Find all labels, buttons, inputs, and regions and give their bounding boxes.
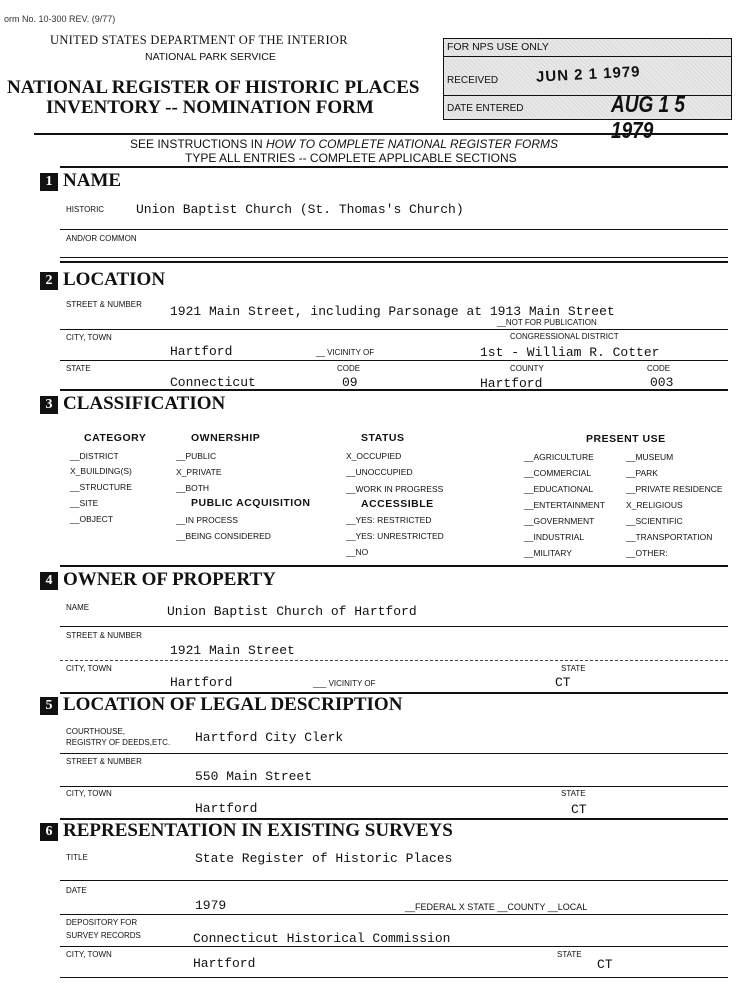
- instructions-line2: TYPE ALL ENTRIES -- COMPLETE APPLICABLE SECTIONS: [185, 151, 517, 165]
- congressional-district: 1st - William R. Cotter: [480, 345, 660, 360]
- owner-state-label: STATE: [561, 664, 586, 673]
- owner-state: CT: [555, 675, 571, 690]
- location-street: 1921 Main Street, including Parsonage at 1913 Main Street: [170, 304, 615, 319]
- use-agriculture: __AGRICULTURE: [524, 452, 594, 462]
- ownership-both: __BOTH: [176, 483, 210, 493]
- accessible-no: __NO: [346, 547, 369, 557]
- use-government: __GOVERNMENT: [524, 516, 595, 526]
- survey-city-label: CITY, TOWN: [66, 950, 112, 959]
- section-1-number: 1: [40, 173, 58, 191]
- category-buildings: X_BUILDING(S): [70, 466, 132, 476]
- use-transportation: __TRANSPORTATION: [626, 532, 713, 542]
- county-code: 003: [650, 375, 674, 390]
- survey-levels: __FEDERAL X STATE __COUNTY __LOCAL: [405, 902, 588, 912]
- survey-title-label: TITLE: [66, 853, 88, 862]
- use-park: __PARK: [626, 468, 658, 478]
- accessible-heading: ACCESSIBLE: [361, 498, 434, 510]
- vicinity-of-label: __ VICINITY OF: [316, 348, 375, 357]
- public-acquisition-heading: PUBLIC ACQUISITION: [191, 497, 311, 509]
- owner-name-label: NAME: [66, 603, 90, 612]
- survey-date: 1979: [195, 898, 227, 913]
- section-4-title: OWNER OF PROPERTY: [63, 569, 276, 590]
- location-state: Connecticut: [170, 375, 256, 390]
- legal-city: Hartford: [195, 801, 258, 816]
- accessible-unrestricted: __YES: UNRESTRICTED: [346, 531, 444, 541]
- legal-state: CT: [571, 802, 587, 817]
- use-educational: __EDUCATIONAL: [524, 484, 594, 494]
- present-use-heading: PRESENT USE: [586, 433, 666, 445]
- legal-street: 550 Main Street: [195, 769, 313, 784]
- registry-label: REGISTRY OF DEEDS,ETC.: [66, 738, 171, 747]
- state-label: STATE: [66, 364, 91, 373]
- common-name-label: AND/OR COMMON: [66, 234, 137, 243]
- category-site: __SITE: [70, 498, 99, 508]
- survey-state-label: STATE: [557, 950, 582, 959]
- location-city: Hartford: [170, 344, 233, 359]
- survey-city: Hartford: [193, 956, 256, 971]
- date-entered-label: DATE ENTERED: [447, 103, 524, 114]
- legal-state-label: STATE: [561, 789, 586, 798]
- section-4-number: 4: [40, 572, 58, 590]
- ownership-private: X_PRIVATE: [176, 467, 222, 477]
- service-name: NATIONAL PARK SERVICE: [145, 51, 276, 63]
- use-entertainment: __ENTERTAINMENT: [524, 500, 605, 510]
- section-1-title: NAME: [63, 170, 122, 191]
- city-town-label: CITY, TOWN: [66, 333, 112, 342]
- received-label: RECEIVED: [447, 75, 499, 86]
- owner-street-label: STREET & NUMBER: [66, 631, 142, 640]
- owner-name: Union Baptist Church of Hartford: [167, 604, 417, 619]
- category-heading: CATEGORY: [84, 432, 147, 444]
- courthouse-value: Hartford City Clerk: [195, 730, 344, 745]
- legal-city-label: CITY, TOWN: [66, 789, 112, 798]
- code-label: CODE: [337, 364, 361, 373]
- ownership-heading: OWNERSHIP: [191, 432, 261, 444]
- accessible-restricted: __YES: RESTRICTED: [346, 515, 432, 525]
- nps-header: FOR NPS USE ONLY: [447, 41, 549, 53]
- depository-label-1: DEPOSITORY FOR: [66, 918, 138, 927]
- category-structure: __STRUCTURE: [70, 482, 132, 492]
- section-2-number: 2: [40, 272, 58, 290]
- location-county: Hartford: [480, 376, 543, 391]
- acq-being-considered: __BEING CONSIDERED: [176, 531, 271, 541]
- survey-date-label: DATE: [66, 886, 87, 895]
- use-military: __MILITARY: [524, 548, 572, 558]
- section-2-title: LOCATION: [63, 269, 166, 290]
- depository-label-2: SURVEY RECORDS: [66, 931, 141, 940]
- use-commercial: __COMMERCIAL: [524, 468, 592, 478]
- department-name: UNITED STATES DEPARTMENT OF THE INTERIOR: [50, 33, 348, 47]
- use-industrial: __INDUSTRIAL: [524, 532, 584, 542]
- section-3-number: 3: [40, 396, 58, 414]
- use-other: __OTHER:: [626, 548, 668, 558]
- status-work-in-progress: __WORK IN PROGRESS: [346, 484, 444, 494]
- congressional-district-label: CONGRESSIONAL DISTRICT: [510, 332, 619, 341]
- depository-value: Connecticut Historical Commission: [193, 931, 451, 946]
- form-title-line2: INVENTORY -- NOMINATION FORM: [46, 97, 374, 118]
- status-heading: STATUS: [361, 432, 405, 444]
- section-5-number: 5: [40, 697, 58, 715]
- owner-street: 1921 Main Street: [170, 643, 295, 658]
- street-number-label: STREET & NUMBER: [66, 300, 142, 309]
- status-unoccupied: __UNOCCUPIED: [346, 467, 413, 477]
- courthouse-label: COURTHOUSE,: [66, 727, 125, 736]
- instructions-line1: SEE INSTRUCTIONS IN HOW TO COMPLETE NATIONAL REGISTER FORMS: [130, 137, 559, 151]
- form-title-line1: NATIONAL REGISTER OF HISTORIC PLACES: [7, 77, 420, 98]
- category-district: __DISTRICT: [70, 451, 119, 461]
- survey-state: CT: [597, 957, 613, 972]
- ownership-public: __PUBLIC: [176, 451, 217, 461]
- status-occupied: X_OCCUPIED: [346, 451, 402, 461]
- section-6-number: 6: [40, 823, 58, 841]
- owner-vicinity-label: ___ VICINITY OF: [313, 679, 376, 688]
- category-object: __OBJECT: [70, 514, 113, 524]
- historic-name: Union Baptist Church (St. Thomas's Church): [136, 202, 464, 217]
- date-entered-stamp: AUG 1 5 1979: [611, 92, 685, 145]
- legal-street-label: STREET & NUMBER: [66, 757, 142, 766]
- state-code: 09: [342, 375, 358, 390]
- historic-label: HISTORIC: [66, 205, 105, 214]
- nps-use-box: [443, 38, 732, 145]
- use-scientific: __SCIENTIFIC: [626, 516, 683, 526]
- owner-city-label: CITY, TOWN: [66, 664, 112, 673]
- received-stamp: JUN 2 1 1979: [535, 63, 641, 86]
- county-code-label: CODE: [647, 364, 671, 373]
- owner-city: Hartford: [170, 675, 233, 690]
- section-6-title: REPRESENTATION IN EXISTING SURVEYS: [63, 820, 453, 841]
- survey-title: State Register of Historic Places: [195, 851, 453, 866]
- use-religious: X_RELIGIOUS: [626, 500, 683, 510]
- not-for-publication: __NOT FOR PUBLICATION: [497, 318, 597, 327]
- acq-in-process: __IN PROCESS: [176, 515, 238, 525]
- section-5-title: LOCATION OF LEGAL DESCRIPTION: [63, 694, 403, 715]
- use-private-residence: __PRIVATE RESIDENCE: [626, 484, 723, 494]
- form-number: orm No. 10-300 REV. (9/77): [4, 14, 116, 24]
- use-museum: __MUSEUM: [626, 452, 674, 462]
- county-label: COUNTY: [510, 364, 544, 373]
- section-3-title: CLASSIFICATION: [63, 393, 226, 414]
